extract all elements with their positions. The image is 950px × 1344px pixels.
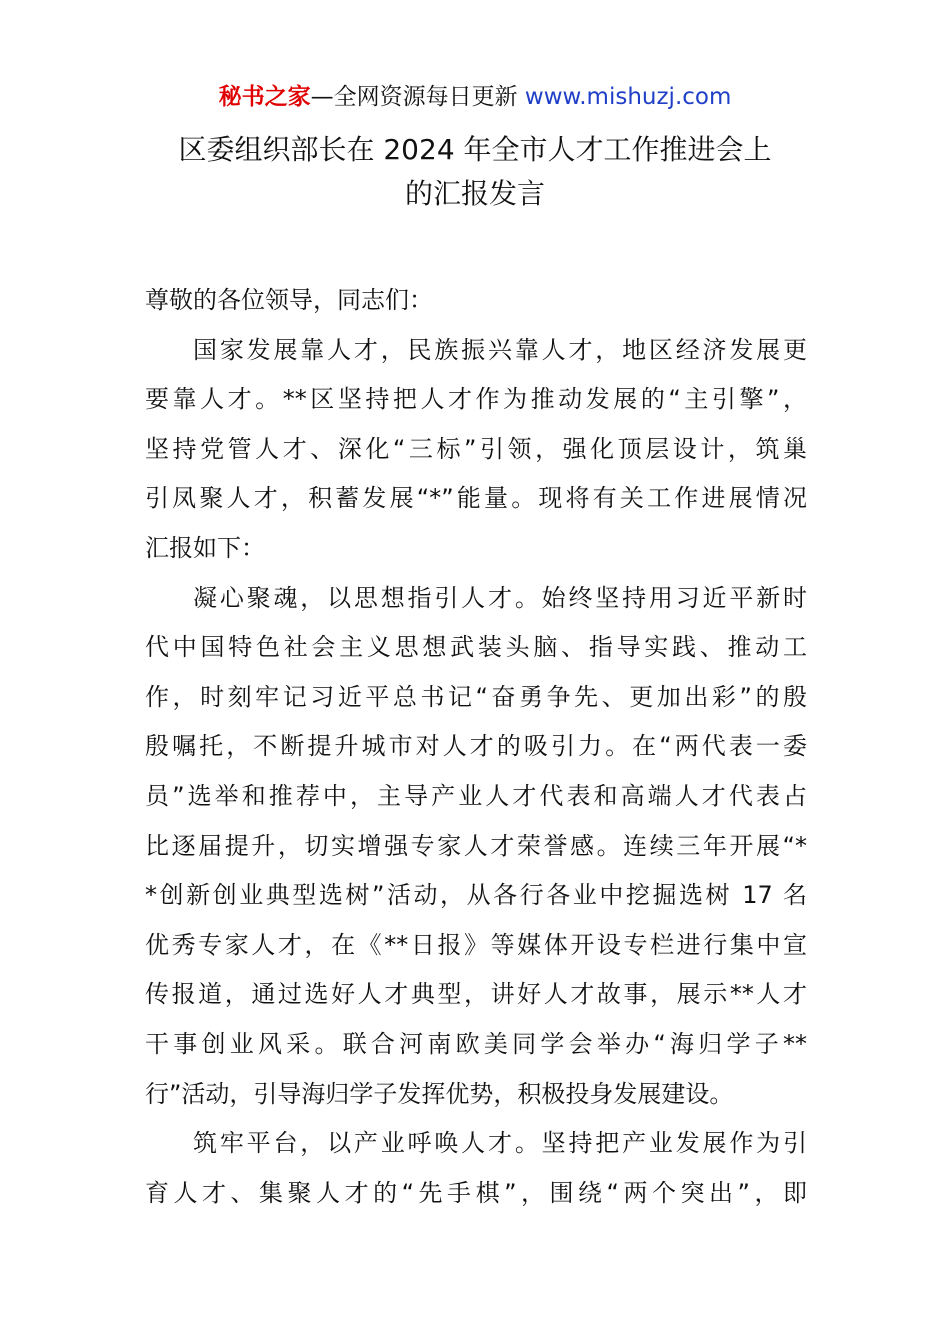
paragraph-line: 要靠人才。**区坚持把人才作为推动发展的“主引擎”， (145, 385, 807, 414)
title-line-2: 的汇报发言 (404, 177, 545, 210)
site-url-link[interactable]: www.mishuzj.com (524, 84, 732, 110)
paragraph-line: 干事创业风采。联合河南欧美同学会举办“海归学子** (145, 1029, 807, 1058)
greeting: 尊敬的各位领导，同志们： (145, 286, 433, 314)
document-body (145, 276, 807, 1218)
paragraph-line: 筑牢平台，以产业呼唤人才。坚持把产业发展作为引 (193, 1129, 807, 1158)
paragraph-line: 引凤聚人才，积蓄发展“*”能量。现将有关工作进展情况 (145, 484, 807, 513)
header-tagline: —全网资源每日更新 (310, 84, 525, 110)
paragraph-line: 汇报如下： (145, 533, 265, 562)
paragraph-line: 传报道，通过选好人才典型，讲好人才故事，展示**人才 (145, 980, 807, 1009)
paragraph-line: 优秀专家人才，在《**日报》等媒体开设专栏进行集中宣 (145, 930, 807, 959)
paragraph-line: 坚持党管人才、深化“三标”引领，强化顶层设计，筑巢 (145, 434, 807, 463)
paragraph-line: 比逐届提升，切实增强专家人才荣誉感。连续三年开展“* (145, 831, 807, 860)
paragraph-line: 育人才、集聚人才的“先手棋”，围绕“两个突出”，即 (145, 1178, 807, 1207)
paragraph-line: 员”选举和推荐中，主导产业人才代表和高端人才代表占 (145, 781, 807, 810)
site-header (0, 80, 950, 114)
paragraph-line: 行”活动，引导海归学子发挥优势，积极投身发展建设。 (145, 1079, 734, 1108)
document-title (130, 128, 820, 216)
paragraph-line: 国家发展靠人才，民族振兴靠人才，地区经济发展更 (193, 335, 807, 364)
paragraph-line: 作，时刻牢记习近平总书记“奋勇争先、更加出彩”的殷 (145, 682, 807, 711)
paragraph-line: 凝心聚魂，以思想指引人才。始终坚持用习近平新时 (193, 583, 807, 612)
paragraph-line: 殷嘱托，不断提升城市对人才的吸引力。在“两代表一委 (145, 732, 807, 761)
paragraph-line: 代中国特色社会主义思想武装头脑、指导实践、推动工 (145, 633, 807, 662)
paragraph-line: *创新创业典型选树”活动，从各行各业中挖掘选树 17 名 (145, 881, 807, 910)
brand-name: 秘书之家 (218, 84, 311, 110)
title-line-1: 区委组织部长在 2024 年全市人才工作推进会上 (178, 133, 772, 166)
